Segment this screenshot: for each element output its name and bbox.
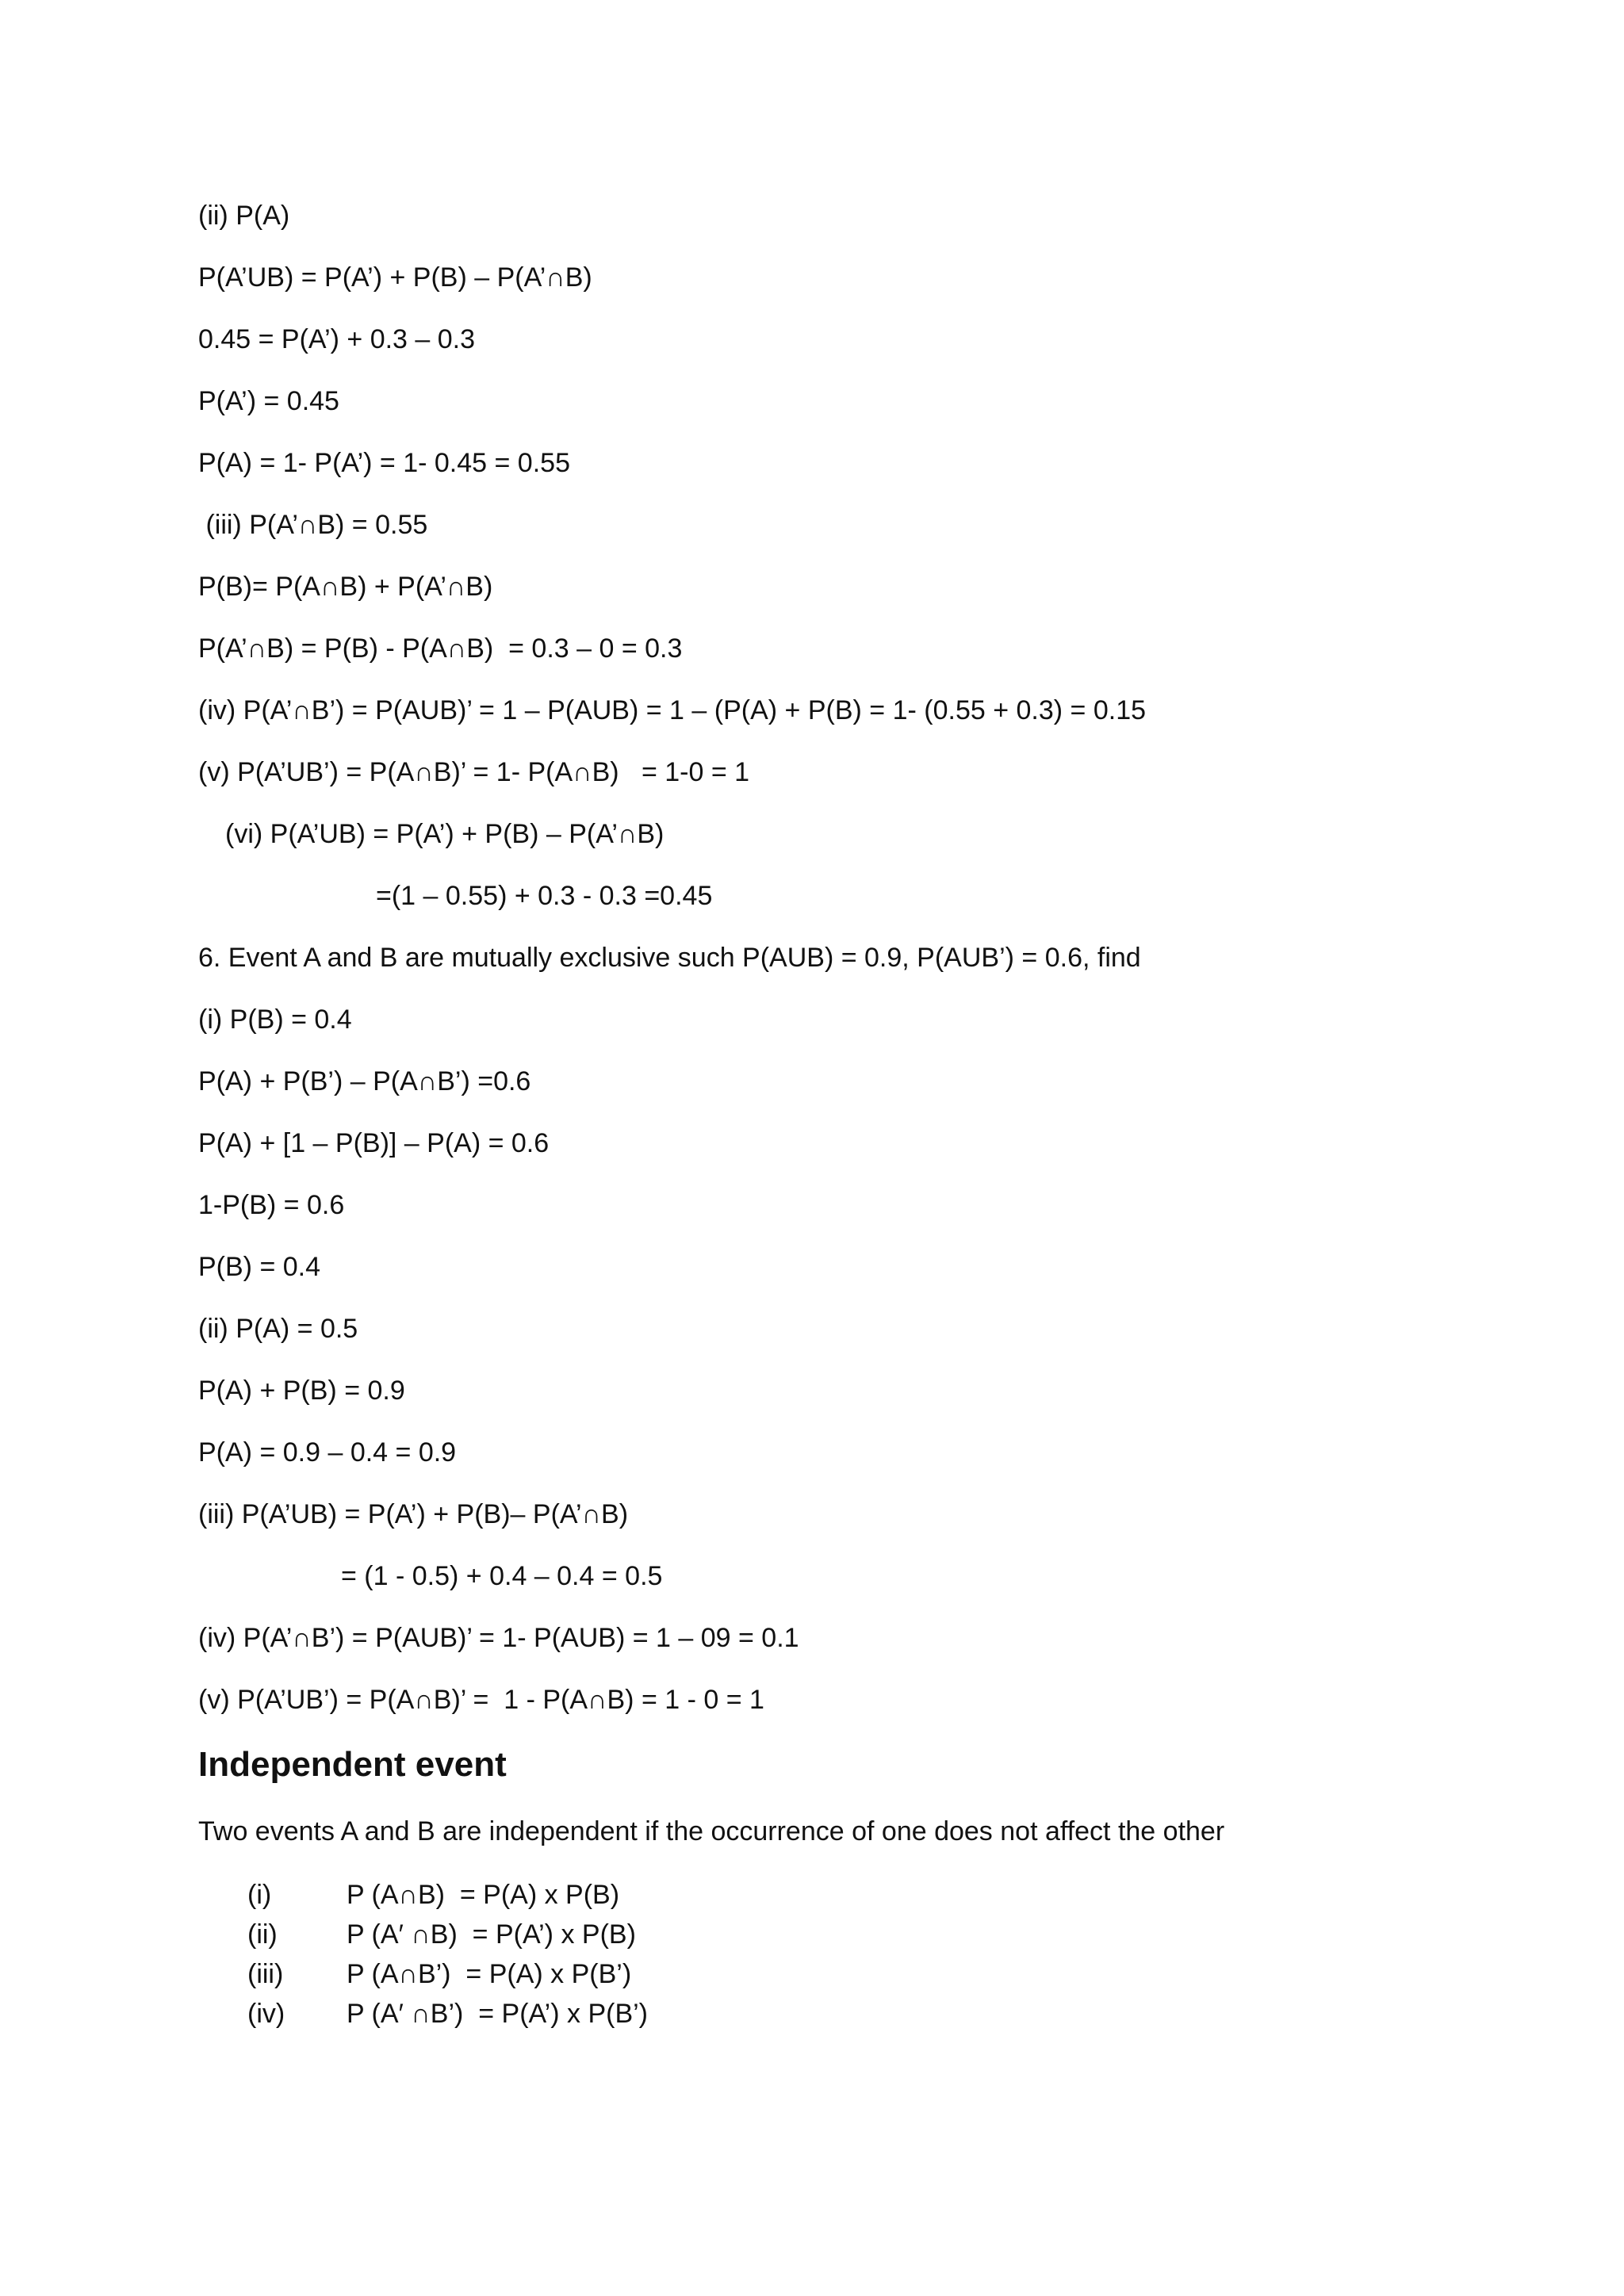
intro-text: Two events A and B are independent if the occurrence of one does not affect the other <box>198 1816 1225 1846</box>
list-item <box>247 1879 1358 1919</box>
text-line: (ii) P(A) <box>198 201 290 231</box>
list-text: P (A∩B’) = P(A) x P(B’) <box>347 1959 632 1989</box>
text-line: (v) P(A’UB’) = P(A∩B)’ = 1 - P(A∩B) = 1 - 0 = 1 <box>198 1685 764 1715</box>
text-line: P(A) + P(B’) – P(A∩B’) =0.6 <box>198 1066 531 1096</box>
list-number: (ii) <box>247 1919 278 1950</box>
list-number: (i) <box>247 1880 272 1910</box>
text-line: P(A’∩B) = P(B) - P(A∩B) = 0.3 – 0 = 0.3 <box>198 633 683 664</box>
text-line: P(A) + [1 – P(B)] – P(A) = 0.6 <box>198 1128 550 1158</box>
section-heading: Independent event <box>198 1745 507 1784</box>
text-line: 1-P(B) = 0.6 <box>198 1190 345 1220</box>
list-item <box>247 1919 1358 1958</box>
list-number: (iv) <box>247 1999 285 2029</box>
text-line: P(A’) = 0.45 <box>198 386 339 416</box>
list-text: P (A′ ∩B) = P(A’) x P(B) <box>347 1919 636 1950</box>
text-line: (v) P(A’UB’) = P(A∩B)’ = 1- P(A∩B) = 1-0 = 1 <box>198 757 750 787</box>
list-item <box>247 1998 1358 2038</box>
text-line: P(B)= P(A∩B) + P(A’∩B) <box>198 572 493 602</box>
text-line: P(A) + P(B) = 0.9 <box>198 1376 405 1406</box>
text-line: P(A) = 1- P(A’) = 1- 0.45 = 0.55 <box>198 448 570 478</box>
text-line: (iii) P(A’∩B) = 0.55 <box>198 510 428 540</box>
text-line: = (1 - 0.5) + 0.4 – 0.4 = 0.5 <box>341 1561 663 1591</box>
list-text: P (A′ ∩B’) = P(A’) x P(B’) <box>347 1999 648 2029</box>
text-line: =(1 – 0.55) + 0.3 - 0.3 =0.45 <box>376 881 713 911</box>
text-line: P(B) = 0.4 <box>198 1252 321 1282</box>
text-line: 0.45 = P(A’) + 0.3 – 0.3 <box>198 324 476 354</box>
text-line: (ii) P(A) = 0.5 <box>198 1314 358 1344</box>
text-line: (vi) P(A’UB) = P(A’) + P(B) – P(A’∩B) <box>225 819 665 849</box>
text-line: P(A’UB) = P(A’) + P(B) – P(A’∩B) <box>198 262 592 293</box>
text-line: (iv) P(A’∩B’) = P(AUB)’ = 1 – P(AUB) = 1 – (P(A) + P(B) = 1- (0.55 + 0.3) = 0.15 <box>198 695 1147 725</box>
list-item <box>247 1958 1358 1998</box>
text-line: (i) P(B) = 0.4 <box>198 1004 352 1035</box>
text-line: P(A) = 0.9 – 0.4 = 0.9 <box>198 1437 457 1468</box>
list-number: (iii) <box>247 1959 284 1989</box>
list-text: P (A∩B) = P(A) x P(B) <box>347 1880 620 1910</box>
text-line: (iv) P(A’∩B’) = P(AUB)’ = 1- P(AUB) = 1 – 09 = 0.1 <box>198 1623 799 1653</box>
text-line: (iii) P(A’UB) = P(A’) + P(B)– P(A’∩B) <box>198 1499 629 1529</box>
text-line: 6. Event A and B are mutually exclusive such P(AUB) = 0.9, P(AUB’) = 0.6, find <box>198 943 1141 973</box>
rules-list <box>247 1879 1358 2038</box>
